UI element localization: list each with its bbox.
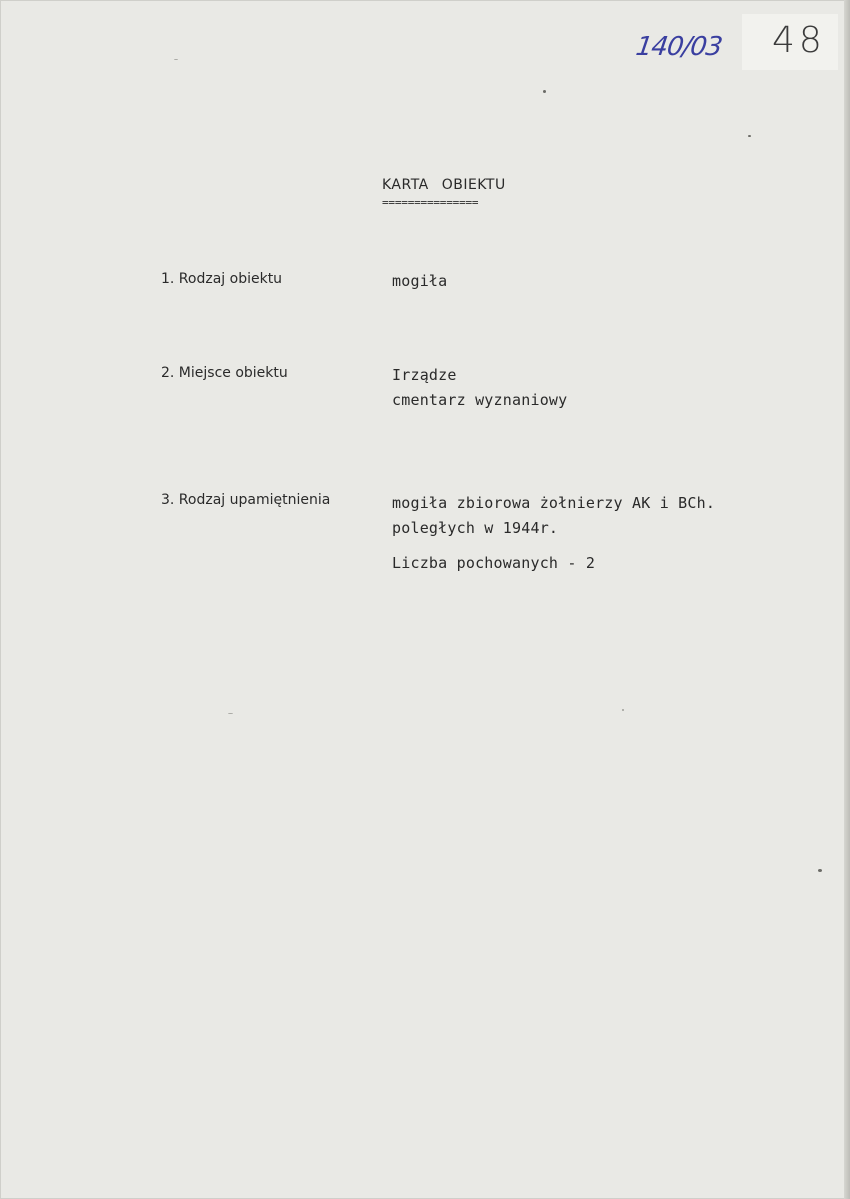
field-value-burial-count: Liczba pochowanych - 2 — [392, 554, 596, 572]
document-title: KARTA OBIEKTU — [382, 177, 506, 193]
field-label-object-type: 1. Rodzaj obiektu — [161, 271, 283, 287]
paper-speck — [228, 713, 233, 714]
field-value-location-village: Irządze — [392, 366, 457, 384]
paper-speck — [748, 135, 751, 137]
field-value-commemoration-line1: mogiła zbiorowa żołnierzy AK i BCh. — [392, 494, 716, 512]
page-number: 48 — [772, 20, 826, 61]
field-value-object-type: mogiła — [392, 272, 448, 290]
page-edge — [844, 0, 850, 1199]
paper-speck — [818, 869, 822, 872]
field-value-location-cemetery: cmentarz wyznaniowy — [392, 391, 568, 409]
field-label-commemoration-type: 3. Rodzaj upamiętnienia — [161, 492, 331, 508]
field-label-object-location: 2. Miejsce obiektu — [161, 365, 288, 381]
handwritten-reference: 140/03 — [633, 32, 724, 62]
paper-speck — [174, 59, 178, 60]
title-underline: =============== — [382, 196, 479, 209]
paper-speck — [622, 709, 624, 711]
paper-speck — [543, 90, 546, 93]
field-value-commemoration-line2: poległych w 1944r. — [392, 519, 559, 537]
